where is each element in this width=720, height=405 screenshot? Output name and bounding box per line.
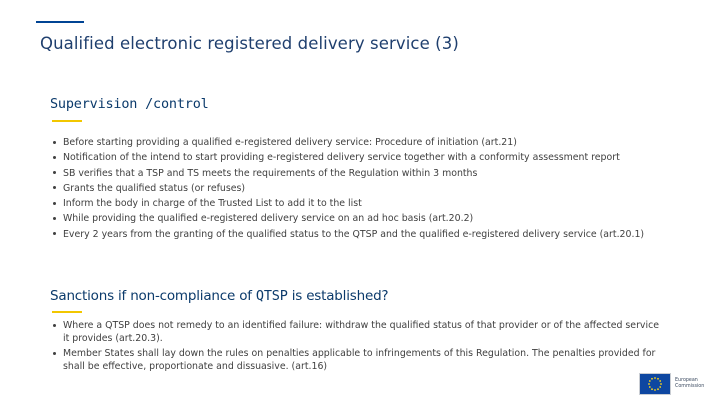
list-item: Grants the qualified status (or refuses) xyxy=(52,182,662,195)
section-heading-supervision: Supervision /control xyxy=(50,96,209,112)
european-commission-logo xyxy=(639,373,704,395)
section-heading-sanctions xyxy=(50,288,388,304)
logo-text xyxy=(675,378,704,390)
heading-text: is established? xyxy=(287,288,389,304)
section-underline xyxy=(52,311,82,313)
heading-text: Sanctions if non-compliance of xyxy=(50,288,256,304)
eu-flag-icon xyxy=(639,373,671,395)
logo-line-commission: Commission xyxy=(675,384,705,389)
sanctions-bullet-list xyxy=(52,319,662,376)
heading-qtsp: QTSP xyxy=(255,288,288,304)
logo-line-european: European xyxy=(675,378,698,383)
list-item: Before starting providing a qualified e-registered delivery service: Procedure of initiation (art.21) xyxy=(52,136,662,149)
section-underline xyxy=(52,120,82,122)
list-item: Inform the body in charge of the Trusted List to add it to the list xyxy=(52,197,662,210)
list-item: Member States shall lay down the rules on penalties applicable to infringements of this Regulation. The penalties provided for shall be effective, proportionate and dissuasive. (art.16) xyxy=(52,347,662,373)
list-item: SB verifies that a TSP and TS meets the requirements of the Regulation within 3 months xyxy=(52,167,662,180)
list-item: Every 2 years from the granting of the qualified status to the QTSP and the qualified e-registered delivery service (art.20.1) xyxy=(52,228,662,241)
list-item: Notification of the intend to start providing e-registered delivery service together with a conformity assessment report xyxy=(52,151,662,164)
title-accent-rule xyxy=(36,21,84,23)
list-item: Where a QTSP does not remedy to an identified failure: withdraw the qualified status of that provider or of the affected service it provides (art.20.3). xyxy=(52,319,662,345)
list-item: While providing the qualified e-registered delivery service on an ad hoc basis (art.20.2) xyxy=(52,212,662,225)
supervision-bullet-list xyxy=(52,136,662,243)
slide-title: Qualified electronic registered delivery service (3) xyxy=(40,34,459,53)
